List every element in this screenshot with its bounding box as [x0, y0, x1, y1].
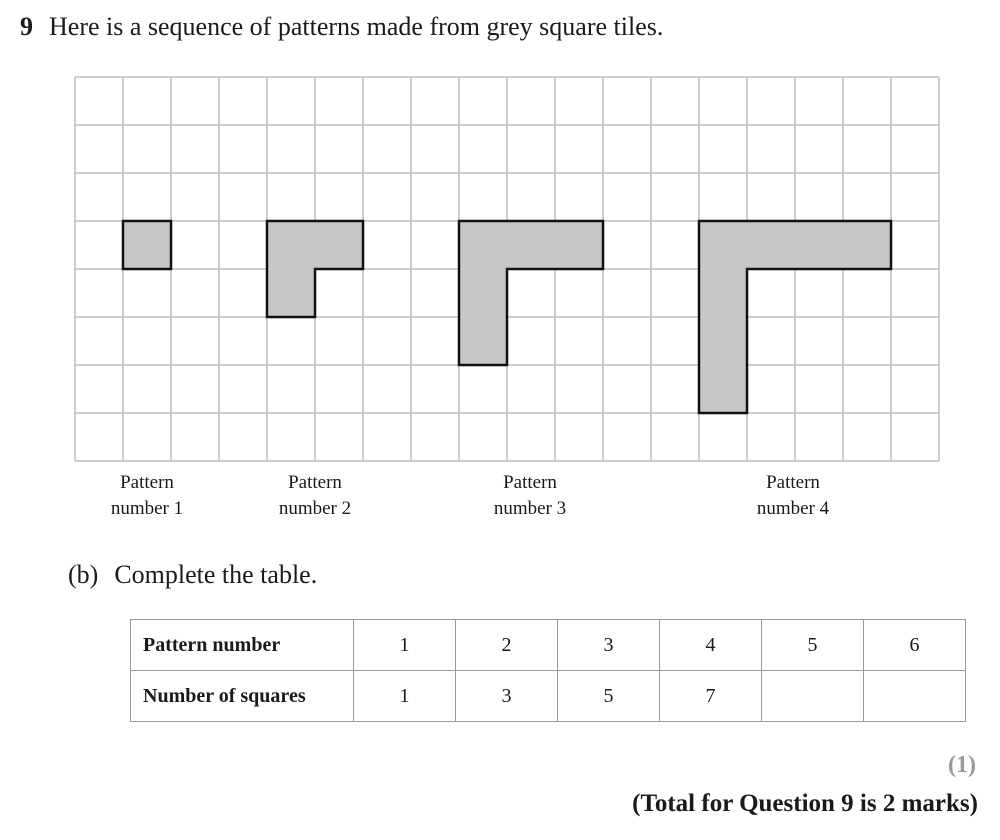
table-cell: 5 — [558, 671, 660, 722]
table-cell: 3 — [456, 671, 558, 722]
pattern-4-label: Pattern number 4 — [756, 472, 830, 519]
table-row-number-of-squares — [131, 671, 966, 722]
answer-cell-6[interactable] — [864, 671, 966, 722]
table-row-pattern-number — [131, 620, 966, 671]
part-b-text: Complete the table. — [114, 560, 318, 589]
table-cell: 4 — [660, 620, 762, 671]
row-header-pattern-number: Pattern number — [131, 620, 354, 671]
table-cell: 3 — [558, 620, 660, 671]
pattern-3-label: Pattern number 3 — [493, 472, 567, 519]
pattern-2-label: Pattern number 2 — [278, 472, 352, 519]
row-header-number-of-squares: Number of squares — [131, 671, 354, 722]
question-text: Here is a sequence of patterns made from grey square tiles. — [49, 12, 664, 41]
table-cell: 6 — [864, 620, 966, 671]
part-marks: (1) — [948, 752, 976, 778]
pattern-1-label: Pattern number 1 — [110, 472, 184, 519]
pattern-1-shape — [123, 221, 171, 269]
pattern-3-shape — [459, 221, 603, 365]
table-cell: 2 — [456, 620, 558, 671]
answer-cell-5[interactable] — [762, 671, 864, 722]
pattern-2-shape — [267, 221, 363, 317]
table-cell: 1 — [354, 671, 456, 722]
table-cell: 5 — [762, 620, 864, 671]
sequence-table — [130, 619, 966, 722]
question-number: 9 — [20, 12, 33, 41]
table-cell: 7 — [660, 671, 762, 722]
part-b-instruction — [68, 560, 317, 590]
total-marks: (Total for Question 9 is 2 marks) — [632, 790, 978, 817]
table-cell: 1 — [354, 620, 456, 671]
part-b-label: (b) — [68, 560, 99, 589]
